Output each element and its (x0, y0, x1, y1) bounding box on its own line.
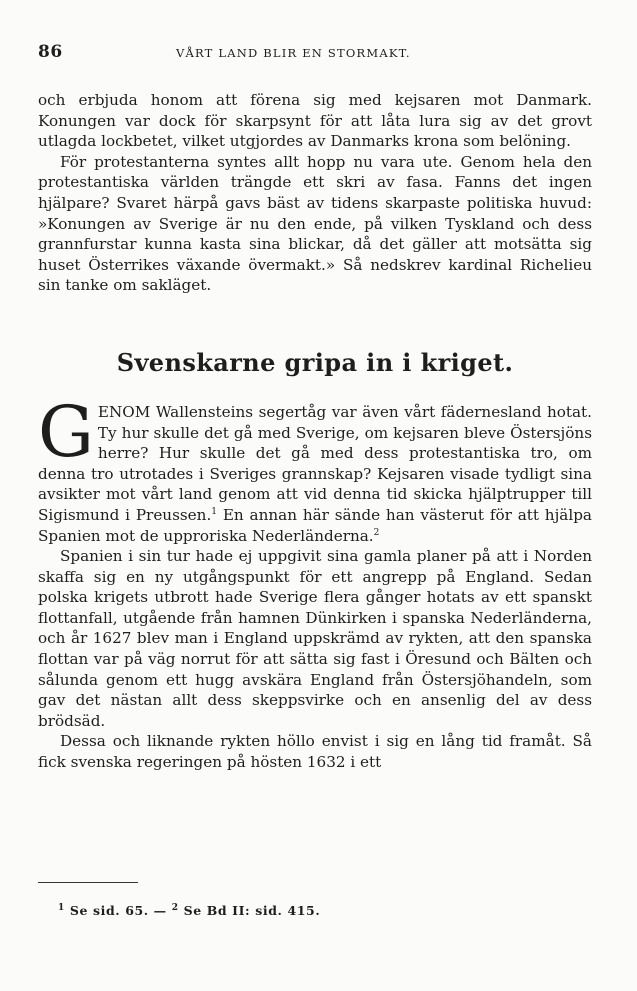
running-title: VÅRT LAND BLIR EN STORMAKT. (176, 46, 411, 60)
footnote-ref-1[interactable]: 1 (211, 506, 218, 517)
intro-paragraph-2: För protestanterna syntes allt hopp nu vara ute. Genom hela den protestantiska världen trängde ett skri av fasa. Fanns det ingen hjälpare? Svaret härpå gavs bäst av tidens skarpaste politiska huvud: »Konungen av Sverige är nu den ende, på vilken Tyskland och dess grannfurstar kunna kasta sina blickar, då det gäller att motsätta sig huset Österrikes växande övermakt.» Så nedskrev kardinal Richelieu sin tanke om sakläget. (38, 152, 592, 295)
page-header (38, 42, 592, 66)
footnote-1-number: 1 (58, 902, 65, 913)
footnote-rule (38, 882, 138, 883)
section-paragraph-2: Spanien i sin tur hade ej uppgivit sina gamla planer på att i Norden skaffa sig en ny utgångspunkt för ett angrepp på England. Sedan polska krigets utbrott hade Sverige flera gånger hotats av ett spanskt flottanfall, utgående från hamnen Dünkirken i spanska Nederländerna, och år 1627 blev man i England uppskrämd av rykten, att den spanska flottan var på väg norrut för att sätta sig fast i Öresund och Bälten och sålunda genom ett hugg avskära England från Östersjöhandeln, som gav det nästan allt dess skeppsvirke och en ansenlig del av dess brödsäd. (38, 547, 592, 730)
footnotes (58, 903, 320, 918)
section-body (38, 390, 592, 773)
section-paragraph-3: Dessa och liknande rykten höllo envist i sig en lång tid framåt. Så fick svenska regeringen på hösten 1632 i ett (38, 732, 592, 772)
footnote-2-text: Se Bd II: sid. 415. (178, 903, 321, 918)
drop-cap: G (38, 390, 94, 473)
section-heading: Svenskarne gripa in i kriget. (116, 347, 514, 377)
footnote-2-number: 2 (171, 902, 179, 913)
section-paragraph-1-mid: En annan här sände han västerut för att hjälpa Spanien mot de upproriska Nederländerna. (38, 505, 592, 545)
section-paragraph-1-start: ENOM Wallensteins segertåg var även vårt fädernesland hotat. Ty hur skulle det gå med Sverige, om kejsaren bleve Östersjöns herre? Hur skulle det gå med dess protestantiska tro, om denna tro utrotades i Sveriges grannskap? Kejsaren visade tydligt sina avsikter mot vårt land genom att vid denna tid skicka hjälptrupper till Sigismund i Preussen. (38, 402, 592, 524)
page-number: 86 (38, 42, 63, 62)
book-page (38, 42, 592, 773)
footnote-ref-2[interactable]: 2 (373, 527, 380, 538)
intro-paragraph-1: och erbjuda honom att förena sig med kejsaren mot Danmark. Konungen var dock för skarpsynt för att låta lura sig av det grovt utlagda lockbetet, vilket utgjordes av Danmarks krona som belöning. (38, 91, 592, 151)
drop-cap-wrapper (38, 390, 94, 473)
footnote-1-text: Se sid. 65. — (64, 903, 172, 918)
section-paragraph-1 (38, 390, 592, 546)
